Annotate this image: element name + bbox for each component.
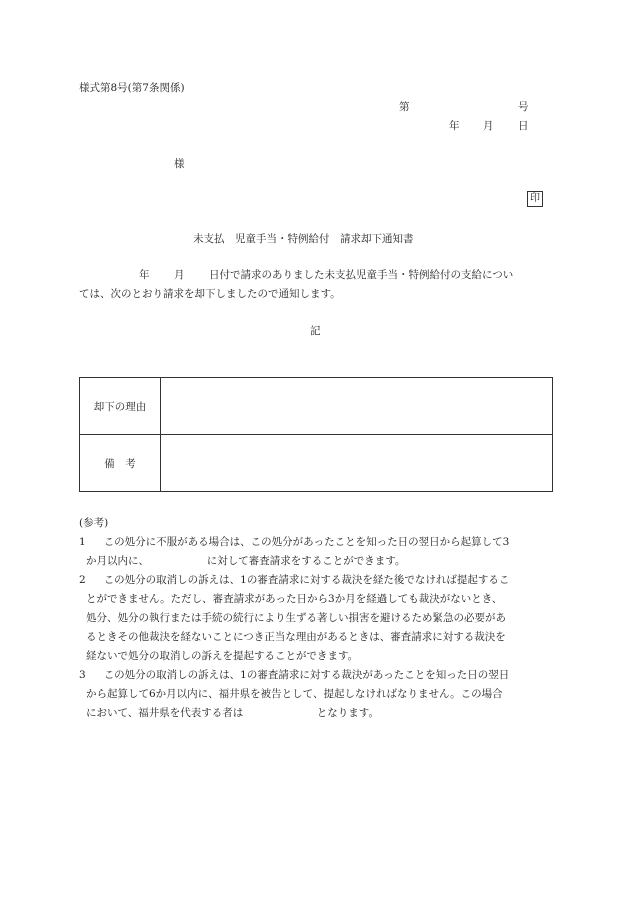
note-number: 1: [79, 536, 86, 548]
reason-table: [79, 377, 553, 492]
reason-field[interactable]: [161, 378, 553, 435]
document-title: 未支払 児童手当・特例給付 請求却下通知書: [193, 233, 414, 245]
number-prefix: 第: [399, 101, 410, 113]
date-year: 年: [449, 120, 460, 132]
note-text: か月以内に、 に対して審査請求をすることができます。: [86, 555, 406, 567]
list-item: [79, 666, 555, 685]
note-text: この処分の取消しの訴えは、1の審査請求に対する裁決があったことを知った日の翌日: [103, 669, 510, 681]
remarks-field[interactable]: [161, 435, 553, 492]
remarks-label: 備 考: [80, 435, 161, 492]
note-number: 3: [79, 669, 86, 681]
note-text: るときその他裁決を経ないことにつき正当な理由があるときは、審査請求に対する裁決を: [86, 631, 506, 643]
note-text: この処分に不服がある場合は、この処分があったことを知った日の翌日から起算して3: [103, 536, 510, 548]
body-month: 月: [174, 269, 185, 281]
form-number: 様式第8号(第7条関係): [79, 82, 185, 94]
note-text: 経ないで処分の取消しの訴えを提起することができます。: [86, 650, 359, 662]
body-line1: 日付で請求のありました未支払児童手当・特例給付の支給につい: [209, 269, 514, 281]
number-suffix: 号: [518, 101, 529, 113]
body-line2: ては、次のとおり請求を却下しましたので通知します。: [79, 288, 341, 300]
note-text: において、福井県を代表する者は となります。: [86, 707, 379, 719]
reason-label: 却下の理由: [80, 378, 161, 435]
table-row: [80, 435, 553, 492]
list-item: [79, 533, 555, 552]
list-item: [79, 571, 555, 590]
table-row: [80, 378, 553, 435]
note-number: 2: [79, 574, 86, 586]
notes-heading: (参考): [79, 517, 109, 529]
seal-mark: 印: [527, 191, 543, 207]
note-text: この処分の取消しの訴えは、1の審査請求に対する裁決を経た後でなければ提起するこ: [103, 574, 510, 586]
body-year: 年: [139, 269, 150, 281]
note-text: 処分、処分の執行または手続の続行により生ずる著しい損害を避けるため緊急の必要があ: [86, 612, 506, 624]
date-month: 月: [483, 120, 494, 132]
ki-heading: 記: [310, 325, 321, 337]
addressee-honorific: 様: [174, 158, 185, 170]
note-text: から起算して6か月以内に、福井県を被告として、提起しなければなりません。この場合: [86, 688, 503, 700]
reference-notes: [79, 514, 555, 723]
note-text: とができません。ただし、審査請求があった日から3か月を経過しても裁決がないとき、: [86, 593, 503, 605]
date-day: 日: [518, 120, 529, 132]
